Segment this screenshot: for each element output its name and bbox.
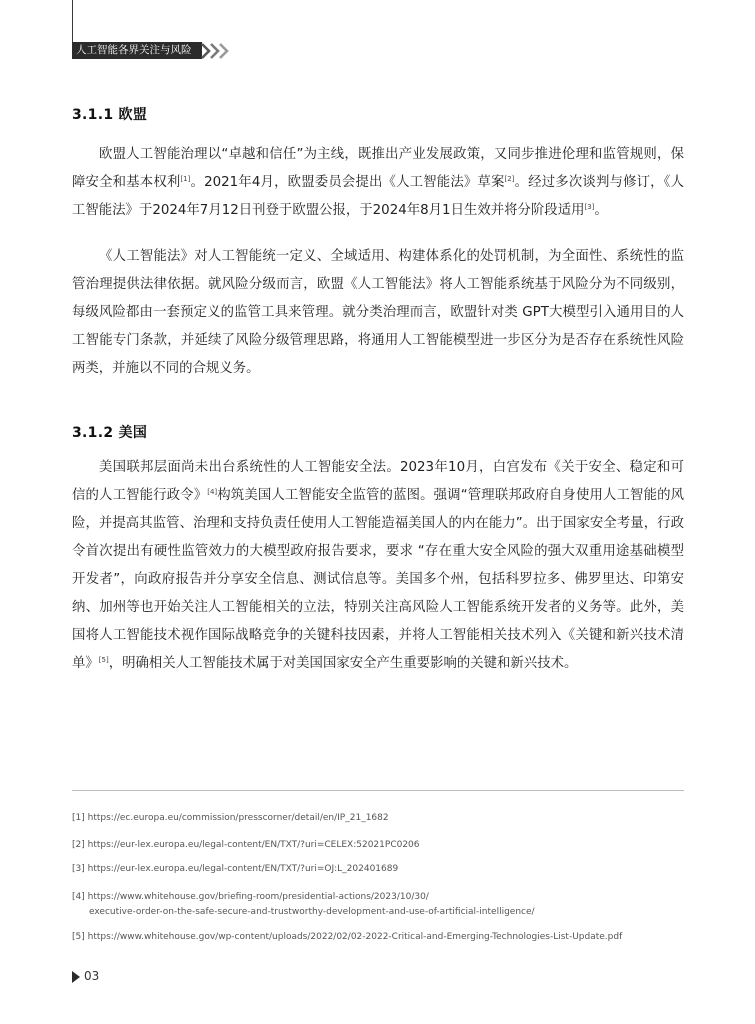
page-number: 03 (84, 969, 100, 983)
footnote-divider (72, 790, 684, 791)
footnote-link[interactable]: https://ec.europa.eu/commission/presscorner/detail/en/IP_21_1682 (87, 813, 389, 823)
section-heading-us: 3.1.2 美国 (72, 425, 148, 441)
chevron-arrows-icon (198, 40, 238, 62)
paragraph-eu-2: 《人工智能法》对人工智能统一定义、全域适用、构建体系化的处罚机制，为全面性、系统性的监管治理提供法律依据。就风险分级而言，欧盟《人工智能法》将人工智能系统基于风险分为不同级别，每级风险都由一套预定义的监管工具来管理。就分类治理而言，欧盟针对类 GPT大模型引入通用目的人工智能专门条款，并延续了风险分级管理思路，将通用人工智能模型进一步区分为是否存在系统性风险两类，并施以不同的合规义务。 (72, 249, 684, 376)
footnote-item: [1] https://ec.europa.eu/commission/presscorner/detail/en/IP_21_1682 (72, 813, 389, 823)
footnote-ref[interactable]: [2] (504, 175, 515, 183)
footnote-link[interactable]: https://www.whitehouse.gov/briefing-room/presidential-actions/2023/10/30/ (87, 892, 429, 902)
footnote-item: [3] https://eur-lex.europa.eu/legal-content/EN/TXT/?uri=OJ:L_202401689 (72, 864, 399, 874)
footnote-ref[interactable]: [1] (180, 175, 191, 183)
footnote-ref[interactable]: [3] (584, 203, 595, 211)
footnote-ref[interactable]: [4] (207, 488, 218, 496)
paragraph-us-1: 美国联邦层面尚未出台系统性的人工智能安全法。2023年10月，白宫发布《关于安全、稳定和可信的人工智能行政令》[4]构筑美国人工智能安全监管的蓝图。强调“管理联邦政府自身使用人工智能的风险，并提高其监管、治理和支持负责任使用人工智能造福美国人的内在能力”。出于国家安全考量，行政令首次提出有硬性监管效力的大模型政府报告要求，要求 “存在重大安全风险的强大双重用途基础模型开发者”，向政府报告并分享安全信息、测试信息等。美国多个州，包括科罗拉多、佛罗里达、印第安纳、加州等也开始关注人工智能相关的立法，特别关注高风险人工智能系统开发者的义务等。此外，美国将人工智能技术视作国际战略竞争的关键科技因素，并将人工智能相关技术列入《关键和新兴技术清单》[5]，明确相关人工智能技术属于对美国国家安全产生重要影响的关键和新兴技术。 (72, 460, 685, 671)
footnote-link[interactable]: https://eur-lex.europa.eu/legal-content/EN/TXT/?uri=OJ:L_202401689 (87, 864, 399, 874)
triangle-right-icon (72, 971, 80, 983)
section-heading-eu: 3.1.1 欧盟 (72, 107, 148, 123)
footnote-item: [4] https://www.whitehouse.gov/briefing-room/presidential-actions/2023/10/30/ executive-order-on-the-safe-secure-and-trustworthy-development-and-use-of-artificial-intelligence/ (72, 890, 684, 920)
footnote-link[interactable]: https://eur-lex.europa.eu/legal-content/EN/TXT/?uri=CELEX:52021PC0206 (87, 840, 420, 850)
header-section-tag: 人工智能各界关注与风险 (72, 42, 202, 59)
footnote-ref[interactable]: [5] (98, 656, 109, 664)
footnote-item: [5] https://www.whitehouse.gov/wp-content/uploads/2022/02/02-2022-Critical-and-Emerging-Technologies-List-Update.pdf (72, 932, 623, 942)
footnote-link-continued[interactable]: executive-order-on-the-safe-secure-and-trustworthy-development-and-use-of-artificial-intelligence/ (89, 907, 535, 917)
header-vertical-line (72, 0, 73, 42)
footnote-link[interactable]: https://www.whitehouse.gov/wp-content/uploads/2022/02/02-2022-Critical-and-Emerging-Technologies-List-Update.pdf (87, 932, 623, 942)
footnote-item: [2] https://eur-lex.europa.eu/legal-content/EN/TXT/?uri=CELEX:52021PC0206 (72, 840, 420, 850)
paragraph-eu-1: 欧盟人工智能治理以“卓越和信任”为主线，既推出产业发展政策，又同步推进伦理和监管规则，保障安全和基本权利[1]。2021年4月，欧盟委员会提出《人工智能法》草案[2]。经过多次谈判与修订，《人工智能法》于2024年7月12日刊登于欧盟公报，于2024年8月1日生效并将分阶段适用[3]。 (72, 147, 684, 218)
